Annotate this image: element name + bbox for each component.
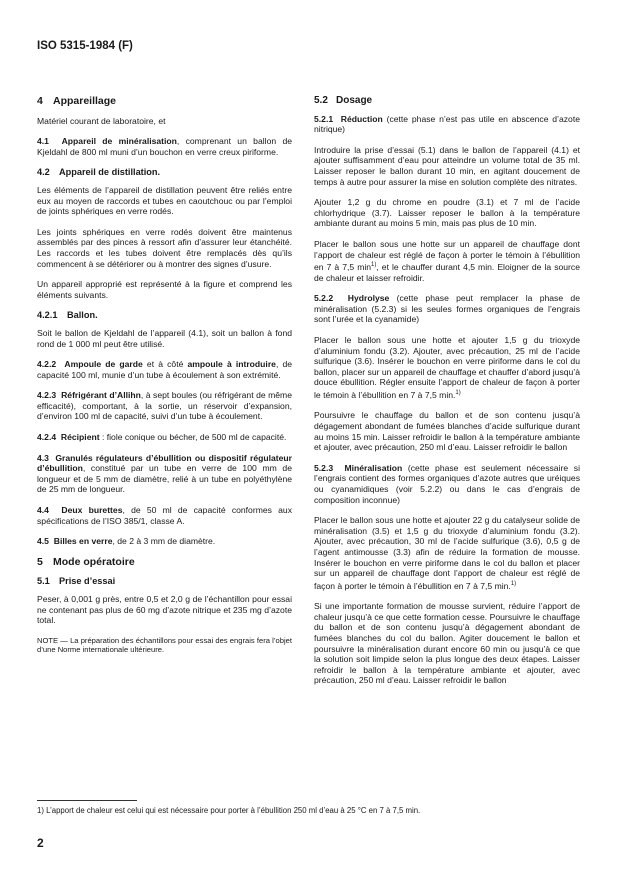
clause-4-2-3: 4.2.3 Réfrigérant d’Allihn, à sept boules (ou réfrigérant de même efficacité), comportant, à la sortie, un réservoir d’expansion, d’environ 100 ml de capacité, suivi d’un tube à écoulement. — [37, 390, 292, 422]
page-number: 2 — [37, 836, 44, 850]
footnote-mark: 1) — [371, 262, 377, 269]
clause-4-5: 4.5 Billes en verre, de 2 à 3 mm de diamètre. — [37, 536, 216, 547]
clause-5-2-2-para-1: Placer le ballon sous une hotte et ajouter 1,5 g du trioxyde d’aluminium fondu (3.2). Ajouter, avec précaution, 25 ml de l’acide sulfurique (3.6). Insérer le bouchon en verre piriforme dans le col du ballon, placer sur un appareil de chauffage et chauffer d’abord jusqu’à douce ébullition. Régler ensuite l’apport de chaleur de façon à porter le témoin à l’ébullition en 7 à 7,5 min.$^{1)}$ — [314, 334, 580, 400]
clause-5-2-3: 5.2.3 Minéralisation (cette phase est seulement nécessaire si l’engrais contient des formes organiques d’azote autres que uréiques ou cyanamidiques (voir 5.2.2) ou dans le cas d’engrais de composition inconnue) — [314, 462, 580, 505]
clause-4-2-2: 4.2.2 Ampoule de garde et à côté ampoule à introduire, de capacité 100 ml, munie d’un tube à écoulement à son extrémité. — [37, 359, 293, 380]
clause-5-2-2-para-2: Poursuivre le chauffage du ballon et de son contenu jusqu’à dégagement abondant de fumées blanches d’acide sulfurique durant au moins 15 min. Laisser refroidir le ballon à la température ambiante et ajouter, avec précaution, 250 ml d’eau. Laisser refroidir le ballon — [314, 410, 580, 453]
clause-5-2-heading: 5.2 Dosage — [314, 95, 373, 106]
footnote-mark: 1) — [510, 580, 517, 587]
clause-5-1-heading: 5.1 Prise d’essai — [37, 576, 116, 587]
document-header: ISO 5315-1984 (F) — [37, 40, 133, 52]
clause-5-2-1-para-1: Introduire la prise d’essai (5.1) dans le ballon de l’appareil (4.1) et ajouter suffisamment d’eau pour atteindre un volume total de 35 ml. Laisser reposer le ballon durant 10 min, en agitant doucement de temps à autre pour assurer la mise en solution complète des nitrates. — [314, 144, 580, 187]
clause-4-1: 4.1 Appareil de minéralisation, comprenant un ballon de Kjeldahl de 800 ml muni d’un bouchon en verre creux piriforme. — [37, 136, 292, 157]
footnote-mark: 1) — [455, 389, 461, 396]
clause-5-2-3-para-2: Si une importante formation de mousse survient, réduire l’apport de chaleur jusqu’à ce que cette formation cesse. Poursuivre le chauffage du ballon et de son contenu jusqu’à dégagement abondant de fumées blanches du col du ballon. Agiter doucement le ballon et poursuivre la minéralisation durant encore 60 min ou jusqu’à ce que la solution soit limpide selon la plus longue des deux étapes. Laisser refroidir le ballon à la température ambiante et ajouter, avec précaution, 250 ml d’eau. Laisser refroidir le ballon — [314, 601, 580, 686]
clause-4-2-para-1: Les éléments de l’appareil de distillation peuvent être reliés entre eux au moyen de raccords et tubes en caoutchouc ou par l’emploi de joints sphériques en verre rodés. — [37, 184, 292, 217]
footnote: 1) L’apport de chaleur est celui qui est nécessaire pour porter à l’ébullition 250 ml d’eau à 25 °C en 7 à 7,5 min. — [37, 806, 421, 815]
clause-4-4: 4.4 Deux burettes, de 50 ml de capacité conformes aux spécifications de l’ISO 385/1, classe A. — [37, 505, 292, 526]
right-column — [314, 96, 580, 696]
clause-4-2-para-3: Un appareil approprié est représenté à la figure et comprend les éléments suivants. — [37, 279, 292, 300]
clause-4-2-1-text: Soit le ballon de Kjeldahl de l’appareil (4.1), soit un ballon à fond rond de 1 000 ml peut être utilisé. — [37, 327, 292, 349]
note: NOTE — La préparation des échantillons pour essai des engrais fera l’objet d’une Norme internationale ultérieure. — [37, 635, 292, 655]
section-5-heading: 5 Mode opératoire — [37, 555, 135, 568]
clause-5-2-1: 5.2.1 Réduction (cette phase n’est pas utile en abscence d’azote nitrique) — [314, 113, 580, 135]
clause-5-1-text: Peser, à 0,001 g près, entre 0,5 et 2,0 g de l’échantillon pour essai ne contenant pas plus de 60 mg d’azote nitrique et 235 mg d’azote total. — [37, 594, 292, 626]
clause-4-3: 4.3 Granulés régulateurs d’ébullition ou dispositif régulateur d’ébullition, constitué par un tube en verre de 100 mm de longueur et de 5 mm de diamètre, relié à un tube en polyéthylène de 25 mm de longueur. — [37, 452, 292, 495]
clause-5-2-1-para-2: Ajouter 1,2 g du chrome en poudre (3.1) et 7 ml de l’acide chlorhydrique (3.7). Laisser reposer le ballon à la température ambiante durant au moins 5 min, mais pas plus de 10 min. — [314, 197, 580, 229]
clause-4-2-4: 4.2.4 Récipient : fiole conique ou bécher, de 500 ml de capacité. — [37, 432, 287, 443]
clause-4-2-heading: 4.2 Appareil de distillation. — [37, 167, 161, 178]
section-4-heading: 4 Appareillage — [37, 95, 117, 107]
clause-4-2-para-2: Les joints sphériques en verre rodés doivent être maintenus assemblés par des pinces à ressort afin d’assurer leur étanchéité. Les raccords et les tubes doivent être remplacés dès qu’ils commencent à se détériorer ou à montrer des signes d’usure. — [37, 226, 292, 269]
clause-5-2-3-para-1: Placer le ballon sous une hotte et ajouter 22 g du catalyseur solide de minéralisation (3.5) et 1,5 g du trioxyde d’aluminium fondu (3.2). Ajouter, avec précaution, 30 ml de l’acide sulfurique (3.6), 0,5 g de l’agent antimousse (3.3) afin de réduire la formation de mousse. Insérer le bouchon en verre piriforme dans le col du ballon et placer sur un appareil de chauffage dont l’apport de chaleur est réglé de façon à porter le témoin à l’ébullition en 7 à 7,5 min.$^{1)}$ — [314, 515, 580, 591]
footnote-rule — [37, 800, 137, 801]
clause-5-2-2: 5.2.2 Hydrolyse (cette phase peut remplacer la phase de minéralisation (5.2.3) si les seules formes organiques de l’engrais sont l’urée et la cyanamide) — [314, 293, 580, 325]
clause-4-2-1-heading: 4.2.1 Ballon. — [37, 310, 98, 321]
section-4-intro: Matériel courant de laboratoire, et — [37, 115, 166, 126]
left-column — [37, 96, 292, 665]
clause-5-2-1-para-3: Placer le ballon sous une hotte sur un appareil de chauffage dont l’apport de chaleur est réglé de façon à porter le témoin à l’ébullition en 7 à 7,5 $\min^{1)}$, et le chauffer durant 4,5 min. Eloigner de la source de chaleur et laisser refroidir. — [314, 238, 580, 283]
